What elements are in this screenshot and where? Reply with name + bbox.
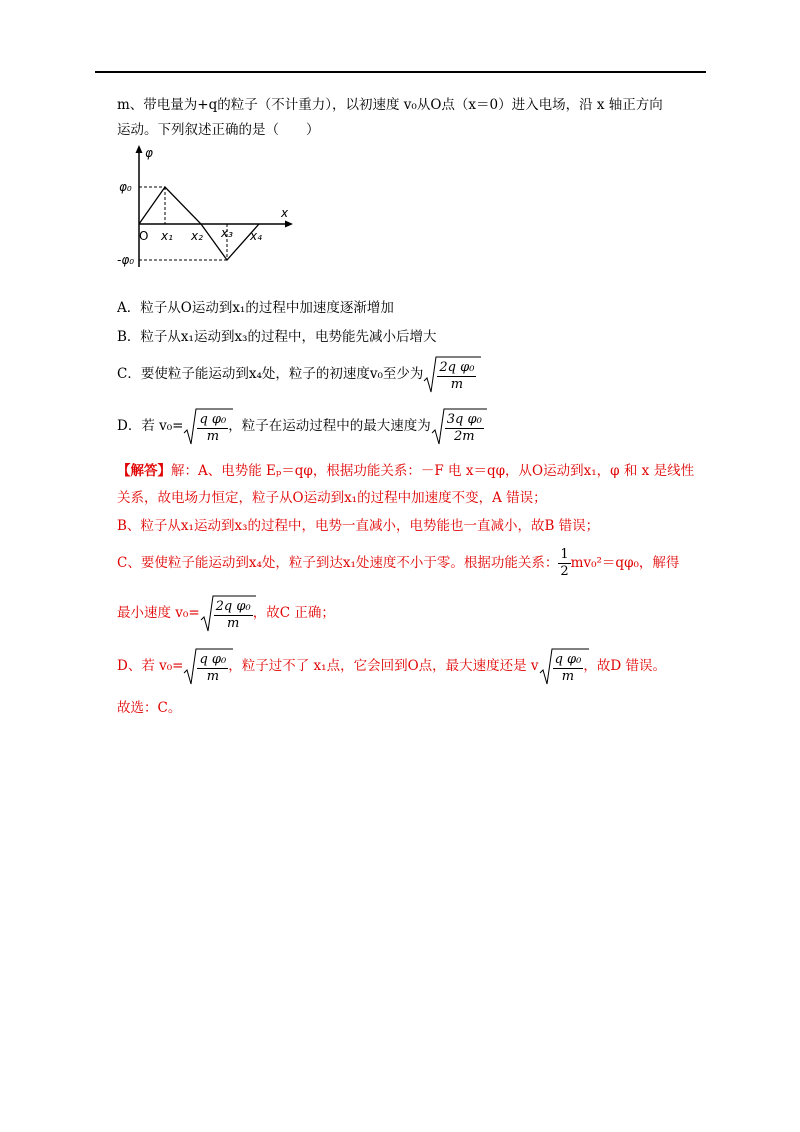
sqrt-expression: $\frac{\text{2q φ₀}}{m}$ <box>200 594 253 634</box>
origin-label: O <box>139 229 149 243</box>
sqrt-expression: $\frac{\text{3q φ₀}}{2m}$ <box>431 407 484 447</box>
answer-line-4-tail: mv₀²＝qφ₀，解得 <box>570 555 680 571</box>
answer-tag: 【解答】 <box>117 463 171 479</box>
option-c <box>117 354 476 395</box>
x2-label: x₂ <box>191 229 203 243</box>
question-line-1: m、带电量为+q的粒子（不计重力），以初速度 v₀从O点（x＝0）进入电场，沿 x 轴正方向 <box>117 97 663 113</box>
answer-line-4: C、要使粒子能运动到x₄处，粒子到达x₁处速度不小于零。根据功能关系： $\frac{1}{2}$ mv₀²＝qφ₀，解得 <box>117 547 680 579</box>
option-d-text-1: D．若 v₀= <box>117 418 184 434</box>
sqrt-expression: $\frac{\text{q φ₀}}{m}$ <box>539 647 584 687</box>
x4-label: x₄ <box>250 229 262 243</box>
question-line-2: 运动。下列叙述正确的是（ ） <box>117 122 320 138</box>
answer-line-6-mid: ，粒子过不了 x₁点，它会回到O点，最大速度还是 v <box>228 658 539 674</box>
answer-line-6-text: D、若 v₀= <box>117 658 184 674</box>
answer-line-2: 关系，故电场力恒定，粒子从O运动到x₁的过程中加速度不变，A 错误； <box>117 490 547 506</box>
header-rule <box>95 71 706 73</box>
answer-line-4-text: C、要使粒子能运动到x₄处，粒子到达x₁处速度不小于零。根据功能关系： <box>117 555 559 571</box>
answer-line-6 <box>117 646 666 687</box>
x1-label: x₁ <box>161 229 173 243</box>
sqrt-expression: $\frac{\text{q φ₀}}{m}$ <box>183 407 228 447</box>
sqrt-expression: $\frac{\text{2q φ₀}}{m}$ <box>423 355 476 395</box>
x3-label: x₃ <box>221 226 233 240</box>
answer-line-1-text: 解：A、电势能 Eₚ＝qφ，根据功能关系：－F 电 x＝qφ，从O运动到x₁，φ 和 x 是线性 <box>171 463 695 479</box>
option-d <box>117 406 484 447</box>
answer-final: 故选：C。 <box>117 700 182 716</box>
option-d-text-2: ，粒子在运动过程中的最大速度为 <box>228 418 431 434</box>
answer-line-5 <box>117 593 335 634</box>
answer-line-5-text: 最小速度 v₀= <box>117 605 200 621</box>
answer-line-5-tail: ，故C 正确； <box>252 605 335 621</box>
option-c-text: C．要使粒子能运动到x₄处，粒子的初速度v₀至少为 <box>117 366 424 382</box>
option-a: A．粒子从O运动到x₁的过程中加速度逐渐增加 <box>117 300 394 316</box>
potential-graph <box>117 143 302 273</box>
option-b: B．粒子从x₁运动到x₃的过程中，电势能先减小后增大 <box>117 329 437 345</box>
neg-phi0-label: -φ₀ <box>117 253 135 267</box>
answer-line-3: B、粒子从x₁运动到x₃的过程中，电势一直减小，电势能也一直减小，故B 错误； <box>117 518 600 534</box>
x-axis-arrow <box>285 221 293 228</box>
phi0-label: φ₀ <box>119 180 132 194</box>
answer-line-1 <box>117 461 694 481</box>
answer-line-6-tail: ，故D 错误。 <box>583 658 666 674</box>
y-axis-arrow <box>136 145 143 153</box>
x-axis-label: x <box>281 206 289 220</box>
sqrt-expression: $\frac{\text{q φ₀}}{m}$ <box>183 647 228 687</box>
y-axis-label: φ <box>145 146 153 160</box>
